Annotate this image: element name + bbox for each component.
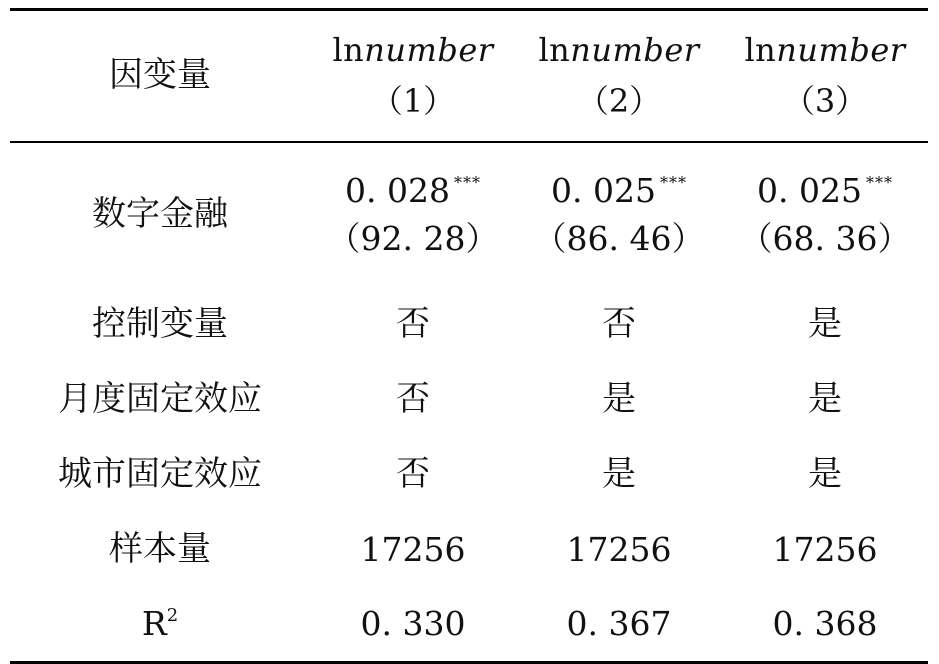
table-cell: 是	[808, 454, 842, 495]
row-label: 月度固定效应	[58, 379, 262, 420]
row-label: 城市固定效应	[58, 454, 262, 495]
row-label: 控制变量	[92, 304, 228, 345]
significance-stars: ***	[453, 173, 481, 193]
table-cell: 否	[396, 379, 430, 420]
coef-value: 0. 025 ***	[551, 171, 687, 211]
table-cell: 是	[808, 379, 842, 420]
coef-value: 0. 028 ***	[345, 171, 481, 211]
header-var-1: lnnumber	[332, 30, 494, 69]
header-num-1: （1）	[370, 81, 456, 120]
header-row	[10, 10, 928, 142]
t-statistic: （86. 46）	[533, 219, 705, 258]
row-label: 数字金融	[92, 194, 228, 235]
coef-cell-1	[310, 142, 516, 288]
header-num-3: （3）	[782, 81, 868, 120]
table-row-digital-finance	[10, 142, 928, 288]
header-num-2: （2）	[576, 81, 662, 120]
significance-stars: ***	[659, 173, 687, 193]
coef-cell-3	[722, 142, 928, 288]
table-cell: 否	[396, 304, 430, 345]
table-cell: 否	[602, 304, 636, 345]
table-cell: 0. 367	[516, 588, 722, 663]
header-var-2: lnnumber	[538, 30, 700, 69]
t-statistic: （68. 36）	[739, 219, 911, 258]
header-col-1	[310, 10, 516, 142]
coef-cell-2	[516, 142, 722, 288]
table-cell: 0. 368	[722, 588, 928, 663]
results-table	[10, 8, 928, 664]
table-cell: 是	[602, 454, 636, 495]
header-col-2	[516, 10, 722, 142]
regression-table	[10, 8, 928, 664]
table-cell: 是	[808, 304, 842, 345]
table-row-controls	[10, 288, 928, 363]
t-statistic: （92. 28）	[327, 219, 499, 258]
dependent-variable-label: 因变量	[10, 10, 310, 142]
table-cell: 否	[396, 454, 430, 495]
table-cell: 17256	[772, 530, 878, 570]
table-cell: 0. 330	[310, 588, 516, 663]
coef-value: 0. 025 ***	[757, 171, 893, 211]
row-label: 样本量	[109, 529, 211, 570]
table-row-r-squared	[10, 588, 928, 663]
row-label: $R^2$	[10, 588, 310, 663]
header-var-3: lnnumber	[744, 30, 906, 69]
table-cell: 是	[602, 379, 636, 420]
table-row-sample-size	[10, 513, 928, 588]
header-col-3	[722, 10, 928, 142]
table-row-city-fe	[10, 438, 928, 513]
table-cell: 17256	[566, 530, 672, 570]
significance-stars: ***	[865, 173, 893, 193]
table-cell: 17256	[360, 530, 466, 570]
table-row-month-fe	[10, 363, 928, 438]
